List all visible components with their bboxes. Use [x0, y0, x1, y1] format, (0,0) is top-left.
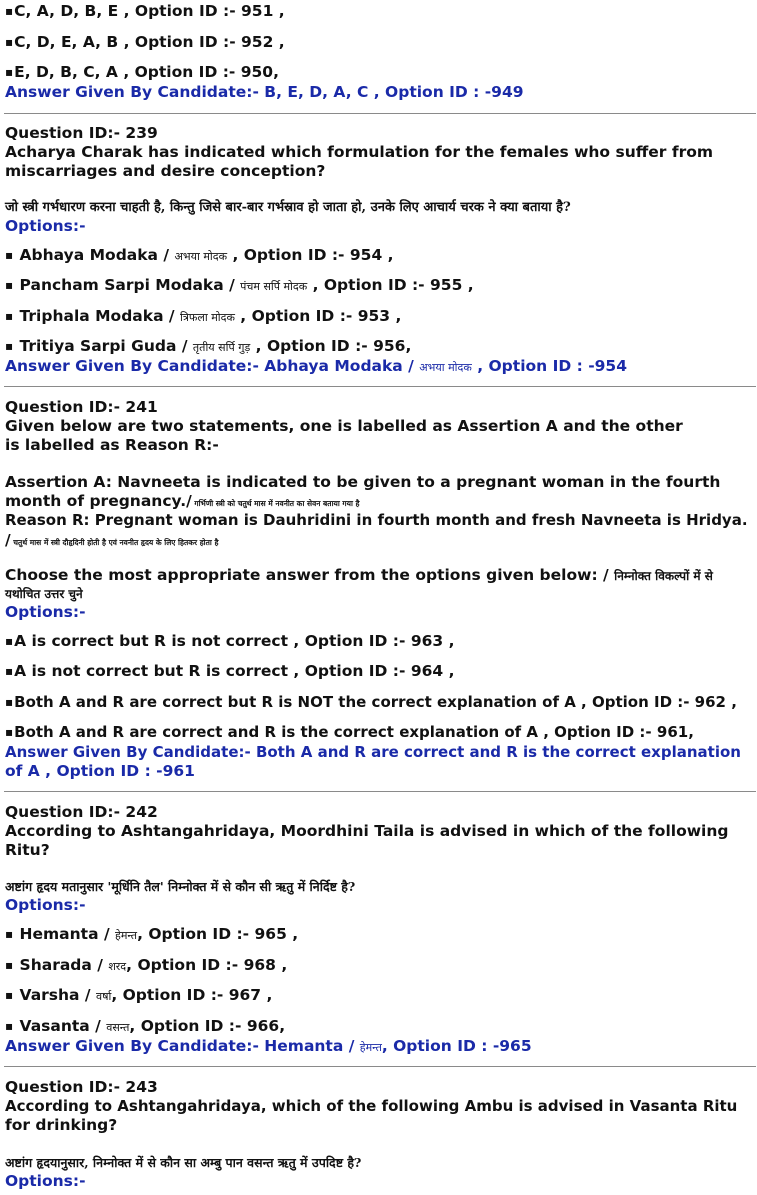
option-item: ▪ Both A and R are correct but R is NOT the correct explanation of A , Option ID :- 962 , [5, 693, 737, 713]
instruction-text-hindi: यथोचित उत्तर चुने [5, 587, 83, 601]
answer-option-id: , Option ID : -954 [471, 357, 627, 375]
option-id: , Option ID :- 967 , [111, 986, 273, 1004]
option-item: ▪ E, D, B, C, A , Option ID :- 950, [5, 63, 279, 83]
question-id: Question ID:- 239 [5, 124, 158, 142]
question-text-hindi: अष्टांग हृदयानुसार, निम्नोक्त में से कौन सा अम्बु पान वसन्त ऋतु में उपदिष्ट है? [5, 1155, 362, 1170]
option-id: , Option ID :- 965 , [137, 925, 299, 943]
option-item [5, 337, 411, 357]
option-label-hindi: शरद [108, 960, 127, 973]
assertion-text-hindi: गर्भिणी स्त्री को चतुर्थ मास में नवनीत का सेवन बताया गया है [191, 499, 360, 508]
candidate-answer [5, 1037, 532, 1057]
option-label-hindi: तृतीय सर्पि गुड़ [192, 341, 251, 354]
instruction-text [5, 566, 713, 586]
question-text: Ritu? [5, 841, 50, 859]
instruction-text-hindi: निम्नोक्त विकल्पों में से [614, 569, 713, 583]
option-item [5, 307, 401, 327]
options-label: Options:- [5, 896, 86, 914]
option-label-hindi: वसन्त [106, 1021, 130, 1034]
answer-text-hindi: अभया मोदक [419, 361, 472, 374]
option-item [5, 246, 394, 266]
option-item [5, 276, 474, 296]
option-label: Hemanta / [19, 925, 115, 943]
candidate-answer: Answer Given By Candidate:- B, E, D, A, C , Option ID : -949 [5, 83, 524, 101]
reason-slash: / [5, 531, 11, 549]
question-text-hindi: जो स्त्री गर्भधारण करना चाहती है, किन्तु जिसे बार-बार गर्भस्राव हो जाता हो, उनके लिए आचार्य चरक ने क्या बताया है? [5, 200, 571, 215]
question-divider [4, 791, 756, 792]
question-text: is labelled as Reason R:- [5, 436, 219, 454]
option-item: ▪ C, D, E, A, B , Option ID :- 952 , [5, 33, 285, 53]
option-id: , Option ID :- 966, [129, 1017, 286, 1035]
question-text: According to Ashtangahridaya, Moordhini Taila is advised in which of the following [5, 822, 729, 840]
assertion-text [5, 492, 360, 513]
instruction-text-en: Choose the most appropriate answer from the options given below: / [5, 566, 615, 584]
option-label-hindi: हेमन्त [115, 929, 138, 942]
options-label: Options:- [5, 1172, 86, 1190]
question-text: miscarriages and desire conception? [5, 162, 326, 180]
reason-text [5, 531, 218, 552]
reason-text: Reason R: Pregnant woman is Dauhridini in fourth month and fresh Navneeta is Hridya. [5, 511, 748, 529]
candidate-answer [5, 357, 627, 377]
question-id: Question ID:- 242 [5, 803, 158, 821]
option-label: Vasanta / [19, 1017, 107, 1035]
option-label: Sharada / [19, 956, 109, 974]
options-label: Options:- [5, 217, 86, 235]
assertion-text-end: month of pregnancy./ [5, 492, 192, 510]
answer-text-hindi: हेमन्त [359, 1041, 382, 1054]
option-label: Abhaya Modaka / [19, 246, 175, 264]
answer-option-id: , Option ID : -965 [381, 1037, 532, 1055]
option-id: , Option ID :- 956, [250, 337, 412, 355]
option-label-hindi: त्रिफला मोदक [179, 311, 235, 324]
question-text: for drinking? [5, 1116, 118, 1134]
question-divider [4, 113, 756, 114]
option-label: Triphala Modaka / [19, 307, 180, 325]
option-id: , Option ID :- 953 , [234, 307, 402, 325]
option-item: ▪ Both A and R are correct and R is the correct explanation of A , Option ID :- 961, [5, 723, 694, 743]
assertion-text: Assertion A: Navneeta is indicated to be given to a pregnant woman in the fourth [5, 473, 721, 491]
option-label-hindi: अभया मोदक [174, 250, 228, 263]
candidate-answer: Answer Given By Candidate:- Both A and R are correct and R is the correct explanation [5, 743, 741, 761]
option-label-hindi: वर्षा [95, 990, 112, 1003]
option-item [5, 986, 272, 1006]
option-label: Pancham Sarpi Modaka / [19, 276, 241, 294]
option-item: ▪ A is not correct but R is correct , Option ID :- 964 , [5, 662, 454, 682]
question-divider [4, 1066, 756, 1067]
reason-text-hindi: चतुर्थ मास में स्त्री दौहृदिनी होती है एवं नवनीत हृदय के लिए हितकर होता है [10, 538, 219, 547]
options-label: Options:- [5, 603, 86, 621]
option-id: , Option ID :- 968 , [126, 956, 288, 974]
option-item [5, 925, 298, 945]
option-label: Varsha / [19, 986, 96, 1004]
option-item: ▪ A is correct but R is not correct , Option ID :- 963 , [5, 632, 454, 652]
answer-text: Answer Given By Candidate:- Hemanta / [5, 1037, 360, 1055]
question-text: Acharya Charak has indicated which formulation for the females who suffer from [5, 143, 714, 161]
question-text: Given below are two statements, one is labelled as Assertion A and the other [5, 417, 683, 435]
candidate-answer: of A , Option ID : -961 [5, 762, 195, 780]
question-divider [4, 386, 756, 387]
question-id: Question ID:- 243 [5, 1078, 158, 1096]
option-item [5, 1017, 285, 1037]
option-label: Tritiya Sarpi Guda / [19, 337, 193, 355]
option-label-hindi: पंचम सर्पि मोदक [240, 280, 308, 293]
question-text: According to Ashtangahridaya, which of the following Ambu is advised in Vasanta Ritu [5, 1097, 738, 1115]
option-id: , Option ID :- 954 , [227, 246, 394, 264]
question-id: Question ID:- 241 [5, 398, 158, 416]
question-text-hindi: अष्टांग हृदय मतानुसार 'मूर्धिनि तैल' निम्नोक्त में से कौन सी ऋतु में निर्दिष्ट है? [5, 879, 356, 894]
option-item [5, 956, 287, 976]
answer-text: Answer Given By Candidate:- Abhaya Modaka / [5, 357, 420, 375]
option-item: ▪ C, A, D, B, E , Option ID :- 951 , [5, 2, 285, 22]
option-id: , Option ID :- 955 , [307, 276, 474, 294]
